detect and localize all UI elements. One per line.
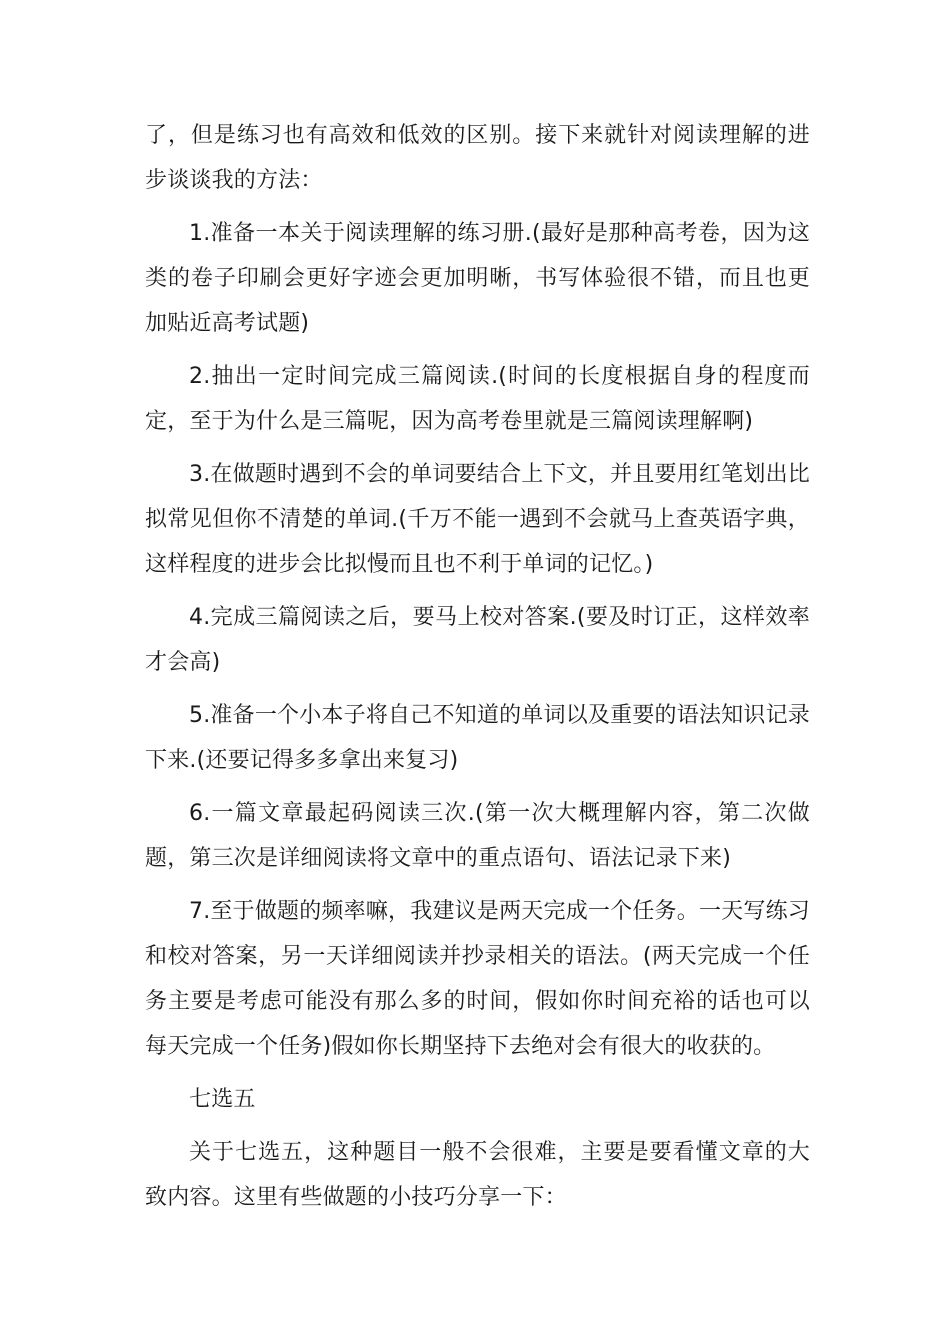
paragraph-step-3: 3.在做题时遇到不会的单词要结合上下文，并且要用红笔划出比拟常见但你不清楚的单词.(千万不能一遇到不会就马上查英语字典，这样程度的进步会比拟慢而且也不利于单词的记忆。)	[145, 462, 810, 577]
paragraph-step-2: 2.抽出一定时间完成三篇阅读.(时间的长度根据自身的程度而定，至于为什么是三篇呢，因为高考卷里就是三篇阅读理解啊)	[145, 364, 810, 434]
paragraph-step-4: 4.完成三篇阅读之后，要马上校对答案.(要及时订正，这样效率才会高)	[145, 605, 810, 675]
paragraph-step-1: 1.准备一本关于阅读理解的练习册.(最好是那种高考卷，因为这类的卷子印刷会更好字迹会更加明晰，书写体验很不错，而且也更加贴近高考试题)	[145, 221, 810, 336]
paragraph-intro-continuation: 了，但是练习也有高效和低效的区别。接下来就针对阅读理解的进步谈谈我的方法：	[145, 123, 810, 193]
document-body	[145, 113, 810, 1228]
paragraph-step-6: 6.一篇文章最起码阅读三次.(第一次大概理解内容，第二次做题，第三次是详细阅读将文章中的重点语句、语法记录下来)	[145, 801, 810, 871]
section-heading-seven-choose-five: 七选五	[189, 1087, 256, 1112]
paragraph-step-5: 5.准备一个小本子将自己不知道的单词以及重要的语法知识记录下来.(还要记得多多拿出来复习)	[145, 703, 810, 773]
paragraph-step-7: 7.至于做题的频率嘛，我建议是两天完成一个任务。一天写练习和校对答案，另一天详细阅读并抄录相关的语法。(两天完成一个任务主要是考虑可能没有那么多的时间，假如你时间充裕的话也可以每天完成一个任务)假如你长期坚持下去绝对会有很大的收获的。	[145, 899, 810, 1059]
paragraph-seven-choose-five-intro: 关于七选五，这种题目一般不会很难，主要是要看懂文章的大致内容。这里有些做题的小技巧分享一下：	[145, 1140, 810, 1210]
